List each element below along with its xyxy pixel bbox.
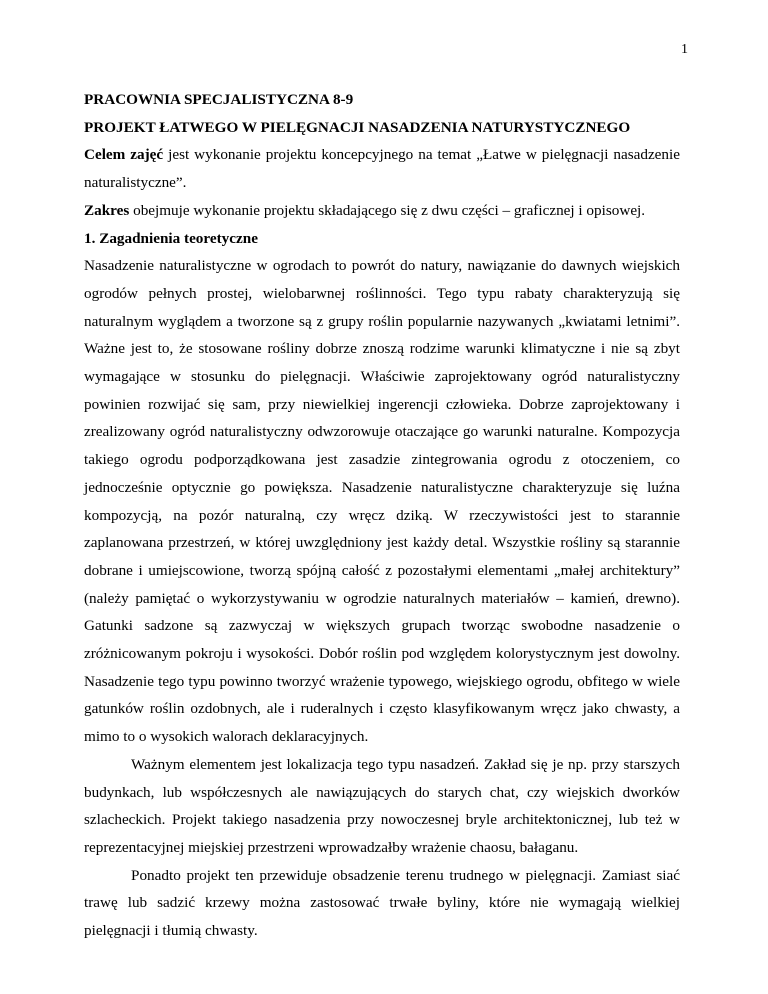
- document-body: [84, 86, 680, 945]
- body-paragraph-3: Ponadto projekt ten przewiduje obsadzenie terenu trudnego w pielęgnacji. Zamiast siać trawę lub sadzić krzewy można zastosować trwałe byliny, które nie wymagają wielkiej pielęgnacji i tłumią chwasty.: [84, 866, 680, 940]
- body-paragraph-2: Ważnym elementem jest lokalizacja tego typu nasadzeń. Zakład się je np. przy starszych budynkach, lub współczesnych ale nawiązujących do starych chat, czy wiejskich dworków szlacheckich. Projekt takiego nasadzenia przy nowoczesnej bryle architektonicznej, lub też w reprezentacyjnej miejskiej przestrzeni wprowadzałby wrażenie chaosu, bałaganu.: [84, 755, 680, 856]
- scope-label: Zakres: [84, 201, 130, 219]
- section-heading: 1. Zagadnienia teoretyczne: [84, 229, 258, 247]
- goal-paragraph: [84, 141, 680, 196]
- goal-text: jest wykonanie projektu koncepcyjnego na temat „Łatwe w pielęgnacji nasadzenie naturalistyczne”.: [84, 146, 680, 192]
- body-paragraph-1: Nasadzenie naturalistyczne w ogrodach to powrót do natury, nawiązanie do dawnych wiejskich ogrodów pełnych prostej, wielobarwnej roślinności. Tego typu rabaty charakteryzują się naturalnym wyglądem a tworzone są z grupy roślin popularnie nazywanych „kwiatami letnimi”. Ważne jest to, że stosowane rośliny dobrze znoszą rodzime warunki klimatyczne i nie są zbyt wymagające w stosunku do pielęgnacji. Właściwie zaprojektowany ogród naturalistyczny powinien rozwijać się sam, przy niewielkiej ingerencji człowieka. Dobrze zaprojektowany i zrealizowany ogród naturalistyczny odwzorowuje otaczające go warunki naturalne. Kompozycja takiego ogrodu podporządkowana jest zasadzie zintegrowania ogrodu z otoczeniem, co jednocześnie optycznie go powiększa. Nasadzenie naturalistyczne charakteryzuje się luźna kompozycją, na pozór naturalną, czy wręcz dziką. W rzeczywistości jest to starannie zaplanowana przestrzeń, w której uwzględniony jest każdy detal. Wszystkie rośliny są starannie dobrane i umiejscowione, tworzą spójną całość z pozostałymi elementami „małej architektury” (należy pamiętać o wykorzystywaniu w ogrodzie naturalnych materiałów – kamień, drewno). Gatunki sadzone są zazwyczaj w większych grupach tworząc swobodne nasadzenie o zróżnicowanym pokroju i wysokości. Dobór roślin pod względem kolorystycznym jest dowolny. Nasadzenie tego typu powinno tworzyć wrażenie typowego, wiejskiego ogrodu, obfitego w wiele gatunków roślin ozdobnych, ale i ruderalnych i często klasyfikowanym wręcz jako chwasty, a mimo to o wysokich walorach deklaracyjnych.: [84, 257, 680, 746]
- goal-label: Celem zajęć: [84, 146, 164, 164]
- document-title: PRACOWNIA SPECJALISTYCZNA 8-9: [84, 91, 354, 108]
- scope-text: obejmuje wykonanie projektu składającego się z dwu części – graficznej i opisowej.: [129, 201, 646, 219]
- page-number: 1: [681, 42, 688, 57]
- scope-paragraph: [84, 197, 680, 225]
- document-subtitle: PROJEKT ŁATWEGO W PIELĘGNACJI NASADZENIA NATURYSTYCZNEGO: [84, 118, 631, 136]
